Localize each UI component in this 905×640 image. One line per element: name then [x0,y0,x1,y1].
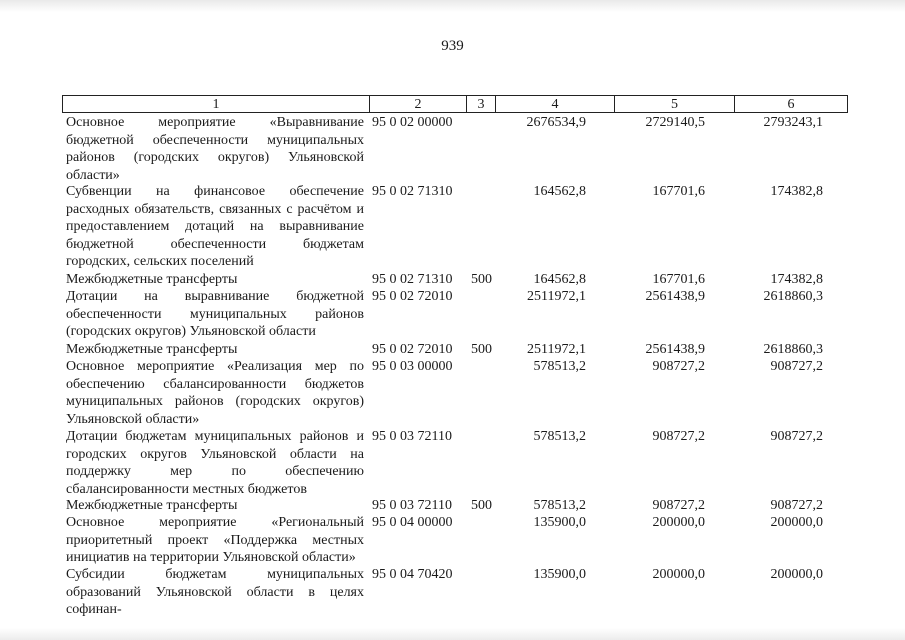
row-value-year-3: 908727,2 [770,498,823,513]
row-expense-type: 500 [471,272,492,287]
row-name: Межбюджетные трансферты [66,498,238,513]
row-value-year-3: 2793243,1 [763,115,823,130]
row-value-year-2: 2561438,9 [645,289,705,304]
row-value-year-2: 908727,2 [652,498,705,513]
row-code: 95 0 04 70420 [372,567,453,582]
row-value-year-3: 908727,2 [770,359,823,374]
column-header-5: 5 [614,96,734,112]
row-value-year-1: 578513,2 [533,359,586,374]
row-expense-type: 500 [471,342,492,357]
row-name: Субсидии бюджетам муниципальных образований Ульяновской области в целях софинан- [66,567,364,617]
page-number: 939 [441,38,464,54]
row-code: 95 0 02 72010 [372,342,453,357]
row-value-year-1: 2511972,1 [527,289,586,304]
scan-edge-top [0,0,905,12]
row-value-year-1: 2676534,9 [526,115,586,130]
row-value-year-2: 2561438,9 [645,342,705,357]
row-code: 95 0 02 72010 [372,289,453,304]
row-code: 95 0 03 72110 [372,429,452,444]
row-value-year-3: 174382,8 [770,184,823,199]
row-value-year-3: 200000,0 [770,515,823,530]
row-value-year-3: 2618860,3 [763,289,823,304]
row-value-year-3: 200000,0 [770,567,823,582]
row-value-year-1: 135900,0 [533,515,586,530]
row-code: 95 0 02 00000 [372,115,453,130]
row-value-year-1: 578513,2 [533,429,586,444]
scan-edge-bottom [0,628,905,640]
row-name: Межбюджетные трансферты [66,272,238,287]
row-value-year-3: 174382,8 [770,272,823,287]
row-code: 95 0 03 00000 [372,359,453,374]
row-name: Основное мероприятие «Выравнивание бюджетной обеспеченности муниципальных районов (городских округов) Ульяновской области» [66,115,364,183]
column-header-3: 3 [466,96,495,112]
row-value-year-1: 2511972,1 [527,342,586,357]
row-name: Дотации на выравнивание бюджетной обеспеченности муниципальных районов (городских округов) Ульяновской области [66,289,364,339]
row-value-year-3: 908727,2 [770,429,823,444]
row-name: Субвенции на финансовое обеспечение расходных обязательств, связанных с расчётом и предоставлением дотаций на выравнивание бюджетной обеспеченности бюджетам городских, сельских поселений [66,184,364,269]
row-name: Дотации бюджетам муниципальных районов и городских округов Ульяновской области на поддержку мер по обеспечению сбалансированности местных бюджетов [66,429,364,497]
column-header-2: 2 [369,96,466,112]
row-value-year-2: 2729140,5 [645,115,705,130]
row-value-year-1: 164562,8 [533,272,586,287]
row-code: 95 0 04 00000 [372,515,453,530]
row-value-year-2: 200000,0 [652,515,705,530]
column-header-1: 1 [212,97,220,112]
column-header-6: 6 [734,96,847,112]
column-header-4: 4 [495,96,614,112]
row-code: 95 0 03 72110 [372,498,452,513]
row-name: Основное мероприятие «Региональный приоритетный проект «Поддержка местных инициатив на территории Ульяновской области» [66,515,364,565]
row-expense-type: 500 [471,498,492,513]
row-value-year-2: 200000,0 [652,567,705,582]
row-name: Основное мероприятие «Реализация мер по обеспечению сбалансированности бюджетов муниципальных районов (городских округов) Ульяновской области» [66,359,364,427]
row-code: 95 0 02 71310 [372,272,453,287]
row-value-year-1: 164562,8 [533,184,586,199]
row-value-year-3: 2618860,3 [763,342,823,357]
table-header [62,95,848,113]
row-value-year-2: 908727,2 [652,359,705,374]
row-value-year-2: 167701,6 [652,272,705,287]
row-value-year-2: 167701,6 [652,184,705,199]
row-name: Межбюджетные трансферты [66,342,238,357]
row-value-year-1: 135900,0 [533,567,586,582]
row-value-year-2: 908727,2 [652,429,705,444]
row-value-year-1: 578513,2 [533,498,586,513]
row-code: 95 0 02 71310 [372,184,453,199]
